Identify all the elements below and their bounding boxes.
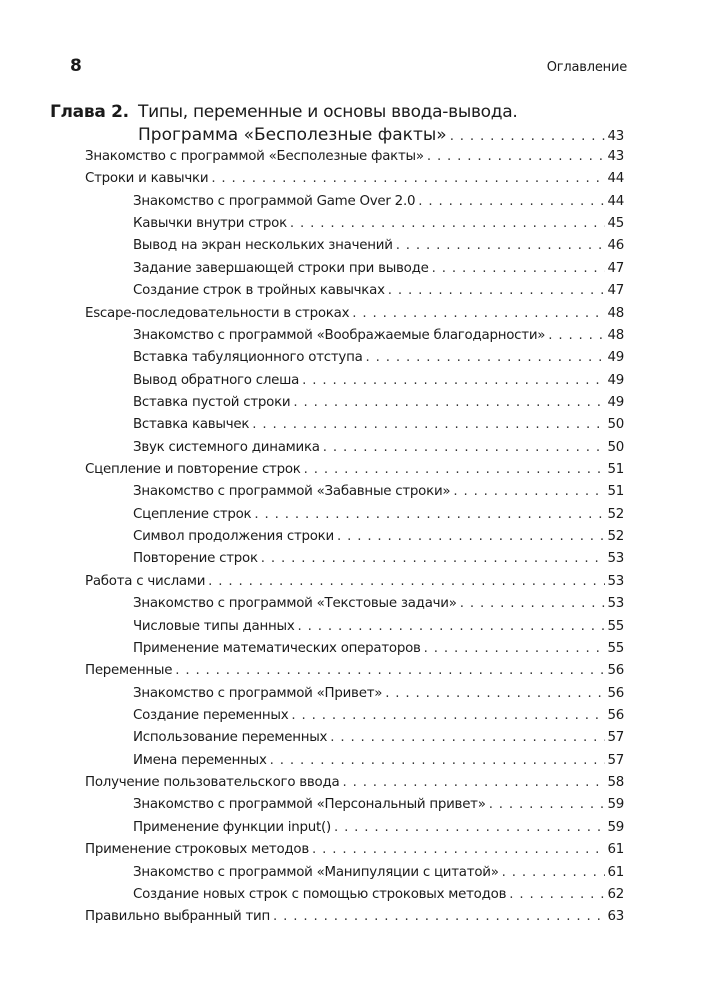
dot-leader [489, 797, 606, 812]
toc-entry-title: Числовые типы данных [133, 618, 295, 634]
toc-entry [85, 149, 624, 171]
toc-entry-page: 51 [607, 462, 624, 478]
toc-entry-page: 49 [607, 372, 624, 388]
toc-entry-title: Строки и кавычки [85, 171, 209, 187]
toc-entry-page: 56 [607, 663, 624, 679]
toc-entry-title: Применение функции input() [133, 819, 331, 835]
toc-entry-title: Получение пользовательского ввода [85, 775, 340, 791]
toc-entry [85, 484, 624, 506]
toc-entry-title: Знакомство с программой «Текстовые задачи» [133, 596, 457, 612]
dot-leader [460, 596, 606, 611]
toc-entry [85, 730, 624, 752]
toc-entry [85, 574, 624, 596]
toc-entry [85, 462, 624, 484]
toc-entry-page: 51 [607, 484, 624, 500]
toc-entry [85, 865, 624, 887]
toc-entry [85, 417, 624, 439]
dot-leader [334, 820, 606, 835]
toc-entry [85, 194, 624, 216]
toc-entry-title: Создание переменных [133, 707, 289, 723]
chapter-heading-line-1 [50, 101, 624, 124]
toc-entry [85, 238, 624, 260]
dot-leader [453, 484, 605, 499]
toc-entry-title: Правильно выбранный тип [85, 909, 271, 925]
chapter-heading-line-2 [50, 124, 624, 148]
toc-entry-title: Применение математических операторов [133, 640, 421, 656]
dot-leader [291, 708, 605, 723]
toc-entry-title: Повторение строк [133, 551, 258, 567]
dot-leader [211, 171, 605, 186]
toc-entry [85, 507, 624, 529]
toc-entry [85, 283, 624, 305]
toc-entry-page: 52 [607, 506, 624, 522]
toc-entry-title: Знакомство с программой «Привет» [133, 685, 383, 701]
toc-entry-title: Escape-последовательности в строках [85, 305, 350, 321]
dot-leader [366, 350, 606, 365]
toc-entry [85, 216, 624, 238]
toc-entry-title: Знакомство с программой «Манипуляции с цитатой» [133, 864, 499, 880]
toc-entry-page: 55 [607, 640, 624, 656]
toc-entry-page: 52 [607, 529, 624, 545]
dot-leader [418, 194, 605, 209]
dot-leader [342, 775, 605, 790]
toc-entry-title: Сцепление строк [133, 506, 252, 522]
toc-entry-page: 53 [607, 596, 624, 612]
dot-leader [352, 306, 605, 321]
toc-entry [85, 909, 624, 931]
toc-entry [85, 663, 624, 685]
dot-leader [252, 417, 605, 432]
dot-leader [290, 216, 606, 231]
toc-entry [85, 171, 624, 193]
toc-entry-title: Использование переменных [133, 730, 328, 746]
toc-entry-title: Задание завершающей строки при выводе [133, 260, 429, 276]
toc-entry-page: 50 [607, 417, 624, 433]
toc-entry [85, 708, 624, 730]
running-head: Оглавление [546, 60, 627, 75]
toc-entry-title: Знакомство с программой «Персональный привет» [133, 797, 486, 813]
dot-leader [312, 842, 605, 857]
dot-leader [450, 125, 606, 148]
dot-leader [323, 440, 606, 455]
toc-entry-page: 53 [607, 573, 624, 589]
toc-entry [85, 395, 624, 417]
dot-leader [261, 551, 606, 566]
toc-entry-page: 46 [607, 238, 624, 254]
toc-entry-page: 63 [607, 909, 624, 925]
toc-entry [85, 641, 624, 663]
page-number: 8 [70, 56, 82, 76]
toc-entry-page: 49 [607, 394, 624, 410]
toc-entry [85, 686, 624, 708]
dot-leader [273, 909, 605, 924]
toc-entry-page: 49 [607, 350, 624, 366]
toc-entry-title: Создание новых строк с помощью строковых методов [133, 886, 507, 902]
toc-entry-title: Работа с числами [85, 573, 206, 589]
toc-entry [85, 596, 624, 618]
dot-leader [432, 261, 606, 276]
toc-entry-title: Переменные [85, 663, 173, 679]
toc-entry-page: 59 [607, 819, 624, 835]
toc-entry-page: 48 [607, 305, 624, 321]
dot-leader [302, 373, 605, 388]
toc-entry-page: 55 [607, 618, 624, 634]
chapter-title-line-1: Типы, переменные и основы ввода-вывода. [138, 102, 518, 122]
toc-entry-title: Имена переменных [133, 752, 267, 768]
dot-leader [502, 865, 606, 880]
toc-entry-title: Знакомство с программой «Бесполезные факты» [85, 149, 424, 164]
chapter-label: Глава 2. [50, 102, 129, 122]
toc-entry-title: Вставка пустой строки [133, 394, 291, 410]
toc-entry-page: 58 [607, 775, 624, 791]
dot-leader [298, 619, 606, 634]
toc-entry [85, 440, 624, 462]
toc-entry-title: Знакомство с программой Game Over 2.0 [133, 193, 416, 209]
toc-entry-page: 48 [607, 327, 624, 343]
toc-entry [85, 775, 624, 797]
chapter-page-number: 43 [607, 129, 624, 144]
dot-leader [424, 641, 606, 656]
toc-entry [85, 261, 624, 283]
toc-entry-page: 61 [607, 842, 624, 858]
toc-entry-page: 62 [607, 886, 624, 902]
toc-entry [85, 350, 624, 372]
chapter-heading [50, 101, 624, 148]
toc-entry-page: 57 [607, 730, 624, 746]
table-of-contents [85, 149, 624, 932]
dot-leader [396, 238, 606, 253]
dot-leader [548, 328, 605, 343]
dot-leader [388, 283, 606, 298]
toc-entry-page: 47 [607, 260, 624, 276]
toc-entry [85, 619, 624, 641]
toc-entry-title: Создание строк в тройных кавычках [133, 283, 385, 299]
toc-entry-title: Кавычки внутри строк [133, 216, 287, 232]
dot-leader [270, 753, 606, 768]
toc-entry-page: 47 [607, 283, 624, 299]
toc-entry-page: 50 [607, 439, 624, 455]
toc-entry [85, 373, 624, 395]
dot-leader [175, 663, 605, 678]
toc-entry-page: 43 [607, 149, 624, 164]
chapter-title-line-2: Программа «Бесполезные факты» [138, 125, 447, 145]
toc-entry-title: Знакомство с программой «Забавные строки» [133, 484, 451, 500]
toc-entry [85, 820, 624, 842]
toc-entry-title: Символ продолжения строки [133, 529, 334, 545]
toc-entry-page: 44 [607, 171, 624, 187]
toc-entry-title: Звук системного динамика [133, 439, 320, 455]
toc-entry [85, 887, 624, 909]
toc-entry [85, 753, 624, 775]
dot-leader [330, 730, 605, 745]
toc-entry [85, 529, 624, 551]
toc-entry-page: 56 [607, 685, 624, 701]
toc-entry [85, 328, 624, 350]
toc-entry [85, 551, 624, 573]
toc-entry-title: Применение строковых методов [85, 842, 310, 858]
toc-entry-page: 44 [607, 193, 624, 209]
toc-entry-title: Вставка кавычек [133, 417, 250, 433]
dot-leader [293, 395, 605, 410]
toc-entry [85, 306, 624, 328]
toc-entry-title: Знакомство с программой «Воображаемые благодарности» [133, 327, 546, 343]
toc-entry [85, 842, 624, 864]
toc-entry-page: 45 [607, 216, 624, 232]
dot-leader [385, 686, 605, 701]
toc-entry-page: 53 [607, 551, 624, 567]
toc-entry [85, 797, 624, 819]
toc-entry-page: 61 [607, 864, 624, 880]
dot-leader [509, 887, 605, 902]
toc-entry-title: Вставка табуляционного отступа [133, 350, 363, 366]
toc-entry-title: Вывод обратного слеша [133, 372, 300, 388]
dot-leader [337, 529, 605, 544]
dot-leader [254, 507, 605, 522]
toc-entry-title: Вывод на экран нескольких значений [133, 238, 393, 254]
dot-leader [304, 462, 606, 477]
dot-leader [208, 574, 605, 589]
toc-entry-page: 57 [607, 752, 624, 768]
dot-leader [427, 149, 606, 164]
toc-entry-title: Сцепление и повторение строк [85, 462, 301, 478]
toc-entry-page: 56 [607, 707, 624, 723]
toc-entry-page: 59 [607, 797, 624, 813]
